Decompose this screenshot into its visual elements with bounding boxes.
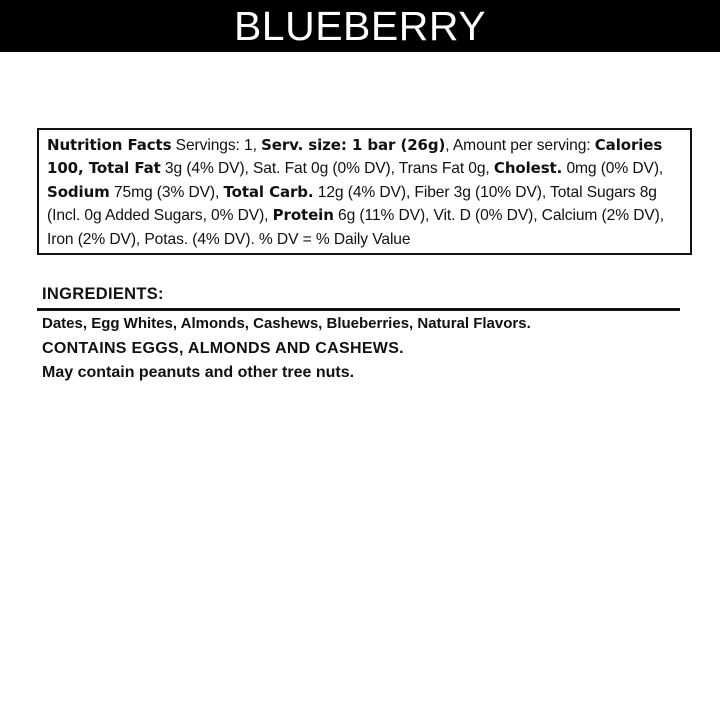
nutrition-facts-panel (37, 128, 692, 255)
ingredients-heading: INGREDIENTS: (42, 285, 164, 303)
sodium-label: Sodium (47, 182, 110, 201)
nutrition-facts-heading: Nutrition Facts (47, 136, 172, 154)
cholesterol-value: 0mg (0% DV), (562, 160, 664, 178)
calories-label: Calories 100, Total Fat (47, 136, 663, 178)
protein-label: Protein (272, 206, 334, 225)
header-bar (0, 0, 720, 52)
protein-value: 6g (11% DV), Vit. D (0% DV), Calcium (2% DV), Iron (2% DV), Potas. (4% DV). % DV = % Daily Value (47, 207, 664, 248)
servings-text: Servings: 1, (171, 137, 262, 154)
total-fat-value: 3g (4% DV), Sat. Fat 0g (0% DV), Trans Fat 0g, (160, 160, 494, 178)
ingredients-list: Dates, Egg Whites, Almonds, Cashews, Blueberries, Natural Flavors. (42, 315, 531, 332)
total-carb-value: 12g (4% DV), Fiber 3g (10% DV), Total Sugars 8g (Incl. 0g Added Sugars, 0% DV), (47, 183, 657, 225)
serving-size-label: Serv. size: 1 bar (26g) (261, 136, 446, 154)
nutrition-facts-text (47, 134, 683, 251)
cholesterol-label: Cholest. (493, 159, 563, 178)
flavor-title: BLUEBERRY (233, 3, 487, 49)
allergen-contains-statement: CONTAINS EGGS, ALMONDS AND CASHEWS. (42, 340, 404, 357)
ingredients-divider (37, 308, 680, 311)
amount-per-serving-text: , Amount per serving: (445, 137, 595, 154)
total-carb-label: Total Carb. (223, 182, 314, 201)
sodium-value: 75mg (3% DV), (109, 183, 224, 201)
allergen-may-contain-statement: May contain peanuts and other tree nuts. (42, 364, 355, 381)
